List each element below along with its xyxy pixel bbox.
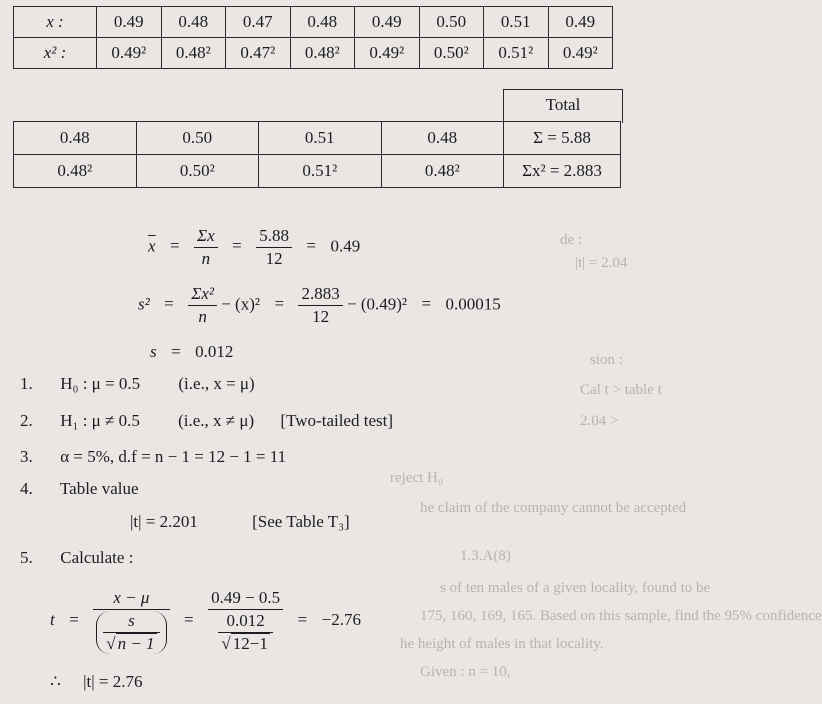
minus-term: − (x)² xyxy=(221,294,260,314)
ghost-text: |t| = 2.04 xyxy=(575,255,628,271)
ghost-text: de : xyxy=(560,232,583,248)
table-row xyxy=(14,7,613,38)
fraction-num: x − μ xyxy=(93,588,169,610)
step-note: (i.e., x ≠ μ) xyxy=(178,411,255,430)
table-value: |t| = 2.201 xyxy=(130,512,198,531)
t-symbol: t xyxy=(50,609,55,629)
sd-symbol: s xyxy=(150,342,157,361)
table-cell: 0.51² xyxy=(484,38,549,69)
fraction-num: 2.883 xyxy=(298,284,342,306)
table-row xyxy=(14,38,613,69)
table-cell: 0.51 xyxy=(484,7,549,38)
step-text: H₁ : μ ≠ 0.5 xyxy=(60,411,140,430)
fraction-den: $\frac{0.012}{√ 12-1}$ xyxy=(208,610,283,654)
table-cell: 0.49² xyxy=(355,38,420,69)
paren-fraction: $\frac{s}{√ n - 1}$ xyxy=(96,611,166,654)
ghost-text: reject H₀ xyxy=(390,470,444,486)
table-cell: 0.49² xyxy=(97,38,162,69)
therefore-symbol: ∴ xyxy=(50,672,61,691)
variance-equation: s² = $\frac{\text{Σx²}}{n}$ − (x)² = $\frac{2.883}{12}$ − (0.49)² = 0.00015 xyxy=(138,284,501,326)
table-cell: 0.48² xyxy=(381,155,504,188)
ghost-text: Cal t > table t xyxy=(580,382,662,398)
sd-result: 0.012 xyxy=(195,342,234,361)
step-1 xyxy=(20,374,255,394)
step-number: 4. xyxy=(20,479,33,498)
fraction xyxy=(298,284,342,327)
step-text: H₀ : μ = 0.5 xyxy=(60,374,141,393)
table-cell: 0.49 xyxy=(97,7,162,38)
conclusion-text: |t| = 2.76 xyxy=(83,672,143,691)
mean-result: 0.49 xyxy=(330,236,361,256)
table-row xyxy=(14,155,621,188)
sqrt-term: 12−1 xyxy=(232,634,268,653)
fraction xyxy=(208,588,283,654)
fraction-num: s xyxy=(103,611,159,633)
mean-symbol: $\overline{x}$ xyxy=(148,236,156,256)
variance-symbol: s² xyxy=(138,294,150,314)
step-extra: [Two-tailed test] xyxy=(280,411,393,430)
conclusion-line xyxy=(50,672,142,692)
sd-equation: s = 0.012 xyxy=(150,342,234,361)
data-table-2 xyxy=(13,121,621,188)
table-cell: 0.48² xyxy=(161,38,226,69)
step-text: Table value xyxy=(59,479,139,498)
fraction-den xyxy=(93,610,169,654)
fraction xyxy=(194,226,218,269)
data-table-1 xyxy=(13,6,613,69)
table-cell: 0.51² xyxy=(259,155,382,188)
mean-equation: $\overline{x}$ = $\frac{\Sigma x}{n}$ = $\frac{5.88}{12}$ = 0.49 xyxy=(148,226,361,268)
t-result: −2.76 xyxy=(321,609,361,629)
row-label: x : xyxy=(14,7,97,38)
table-row xyxy=(14,122,621,155)
step-number: 5. xyxy=(20,548,33,567)
table-cell: 0.51 xyxy=(259,122,382,155)
fraction-num: Σx² xyxy=(188,284,217,306)
step-5 xyxy=(20,548,133,568)
table-cell: 0.49² xyxy=(548,38,613,69)
ghost-text: s of ten males of a given locality, found to be xyxy=(440,580,711,596)
fraction xyxy=(188,284,217,327)
step-3 xyxy=(20,447,286,467)
table-cell: 0.48² xyxy=(290,38,355,69)
step-2 xyxy=(20,411,393,431)
table-cell: 0.50 xyxy=(419,7,484,38)
fraction-den: 12 xyxy=(312,307,330,326)
fraction xyxy=(93,588,169,654)
table-cell: 0.48 xyxy=(290,7,355,38)
table-cell: 0.50 xyxy=(136,122,259,155)
row-label: x² : xyxy=(14,38,97,69)
table-cell: 0.47 xyxy=(226,7,291,38)
step-note: (i.e., x = μ) xyxy=(178,374,255,393)
table-cell: 0.48 xyxy=(14,122,137,155)
step-text: Calculate : xyxy=(60,548,134,567)
variance-result: 0.00015 xyxy=(445,294,501,314)
ghost-text: 175, 160, 169, 165. Based on this sample, find the 95% confidence xyxy=(420,608,822,624)
total-header: Total xyxy=(503,89,623,123)
fraction-den: n xyxy=(198,307,207,326)
table-cell: 0.50² xyxy=(419,38,484,69)
table-cell: 0.49 xyxy=(355,7,420,38)
sum-cell: Σ = 5.88 xyxy=(504,122,621,155)
fraction-num: 0.49 − 0.5 xyxy=(208,588,283,610)
step-number: 2. xyxy=(20,411,33,430)
table-cell: 0.48 xyxy=(381,122,504,155)
step-4 xyxy=(20,479,139,499)
step-text: α = 5%, d.f = n − 1 = 12 − 1 = 11 xyxy=(60,447,287,466)
fraction-num: Σx xyxy=(194,226,218,248)
fraction-den: n xyxy=(201,249,211,268)
fraction-num: 5.88 xyxy=(256,226,292,248)
table-ref: [See Table T₃] xyxy=(252,512,350,531)
fraction-num: 0.012 xyxy=(218,611,272,633)
table-cell: 0.48 xyxy=(161,7,226,38)
fraction-den: 12 xyxy=(265,249,283,268)
table-cell: 0.47² xyxy=(226,38,291,69)
ghost-text: sion : xyxy=(590,352,623,368)
ghost-text: he height of males in that locality. xyxy=(400,636,604,652)
table-cell: 0.49 xyxy=(548,7,613,38)
ghost-text: Given : n = 10, xyxy=(420,664,511,680)
fraction xyxy=(256,226,292,269)
step-number: 1. xyxy=(20,374,33,393)
minus-term: − (0.49)² xyxy=(346,294,407,314)
table-cell: 0.50² xyxy=(136,155,259,188)
table-cell: 0.48² xyxy=(14,155,137,188)
sqrt-term: n − 1 xyxy=(117,634,155,653)
t-equation: t = $\frac{x - \mu}{\frac{s}{√ n - 1}}$ = $\frac{0.49 - 0.5}{\frac{0.012}{√ 12-1}}$ = −2.76 xyxy=(50,588,361,653)
ghost-text: 2.04 > xyxy=(580,413,619,429)
step-number: 3. xyxy=(20,447,33,466)
ghost-text: he claim of the company cannot be accepted xyxy=(420,500,687,516)
table-value-line xyxy=(130,512,350,532)
ghost-text: 1.3.A(8) xyxy=(460,548,511,564)
sum-cell: Σx² = 2.883 xyxy=(504,155,621,188)
